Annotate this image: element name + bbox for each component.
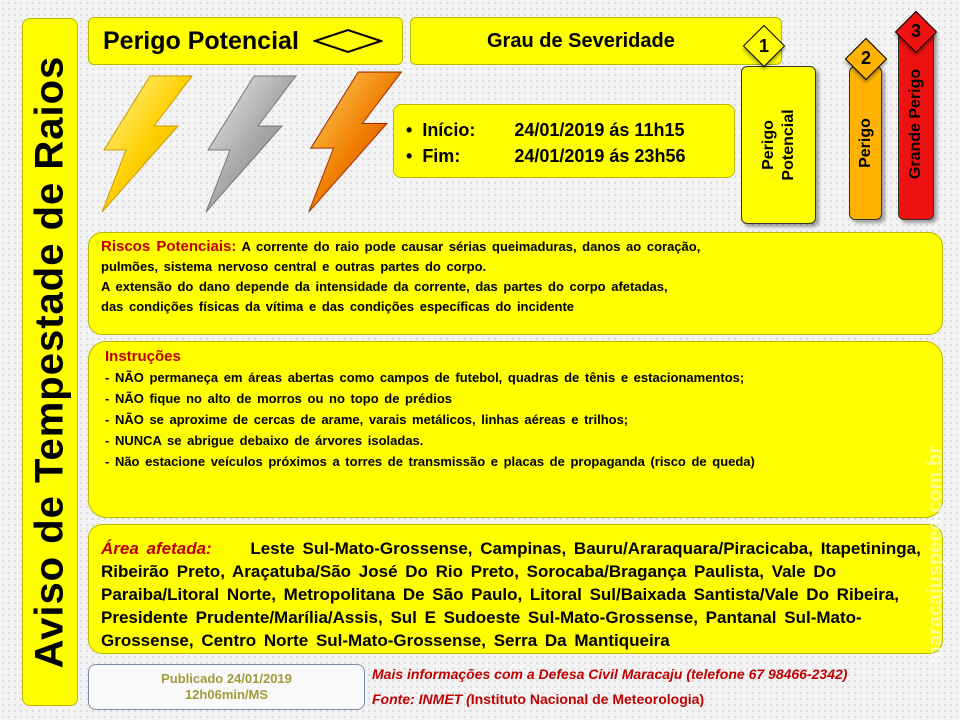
start-value: 24/01/2019 ás 11h15 <box>514 120 685 140</box>
level-1-number: 1 <box>758 36 769 56</box>
start-label: Início: <box>422 120 476 140</box>
published-box <box>88 664 365 710</box>
affected-area-text: Leste Sul-Mato-Grossense, Campinas, Bauru/Araraquara/Piracicaba, Itapetininga, Ribeirão Preto, Araçatuba/São José Do Rio Preto, Sorocaba/Bragança Paulista, Vale Do Paraiba/Litoral Norte, Metropolitana De São Paulo, Litoral Sul/Baixada Santista/Vale Do Ribeira, Presidente Prudente/Marília/Assis, Sul E Sudoeste Sul-Mato-Grossense, Pantanal Sul-Mato-Grossense, Centro Norte Sul-Mato-Grossense, Serra Da Mantiqueira <box>101 539 921 650</box>
end-label: Fim: <box>422 146 461 166</box>
level-1-label-line2: Potencial <box>779 109 797 181</box>
alert-type-label: Perigo Potencial <box>103 26 299 55</box>
side-title: Aviso de Tempestade de Raios <box>27 55 72 669</box>
severity-heading: Grau de Severidade <box>487 29 675 52</box>
risks-box <box>88 232 943 335</box>
instruction-item: - NÃO fique no alto de morros ou no topo de prédios <box>105 391 452 406</box>
end-row: • Fim: 24/01/2019 ás 23h56 <box>406 143 734 169</box>
instructions-box <box>88 341 943 518</box>
risks-line-4: das condições físicas da vítima e das condições específicas do incidente <box>101 299 575 314</box>
risks-line-1: A corrente do raio pode causar sérias queimaduras, danos ao coração, <box>241 239 701 254</box>
severity-heading-box <box>410 17 782 65</box>
published-time: 12h06min/MS <box>184 687 269 702</box>
instructions-heading: Instruções <box>105 348 181 365</box>
severity-level-2-card <box>849 66 882 220</box>
instruction-item: - Não estacione veículos próximos a torres de transmissão e placas de propaganda (risco de queda) <box>105 454 755 469</box>
instruction-item: - NUNCA se abrigue debaixo de árvores isoladas. <box>105 433 424 448</box>
level-3-number: 3 <box>910 21 921 41</box>
severity-level-3-card <box>898 28 934 220</box>
orange-lightning-icon <box>298 70 406 214</box>
risks-line-2: pulmões, sistema nervoso central e outras partes do corpo. <box>101 259 487 274</box>
source-text <box>372 691 704 707</box>
start-row: • Início: 24/01/2019 ás 11h15 <box>406 117 734 143</box>
watermark-text: maracajuspeed.com.br <box>924 446 947 664</box>
watermark <box>906 430 960 680</box>
affected-area-heading: Área afetada: <box>101 539 212 558</box>
risks-heading: Riscos Potenciais: <box>101 238 237 255</box>
level-1-label-line1: Perigo <box>759 120 777 170</box>
more-info-text: Mais informações com a Defesa Civil Maracaju (telefone 67 98466-2342) <box>372 666 848 682</box>
source-label: Fonte: INMET ( <box>372 691 471 707</box>
instruction-item: - NÃO permaneça em áreas abertas como campos de futebol, quadras de tênis e estacionamentos; <box>105 370 745 385</box>
level-2-label: Perigo <box>856 118 874 168</box>
level-2-number: 2 <box>860 48 871 68</box>
risks-line-3: A extensão do dano depende da intensidade da corrente, das partes do corpo afetadas, <box>101 279 668 294</box>
published-date: Publicado 24/01/2019 <box>161 671 292 686</box>
gray-lightning-icon <box>196 74 300 214</box>
yellow-lightning-icon <box>92 74 196 214</box>
end-value: 24/01/2019 ás 23h56 <box>514 146 686 166</box>
source-name: Instituto Nacional de Meteorologia) <box>470 691 705 707</box>
diamond-icon <box>313 28 383 54</box>
affected-area-box <box>88 524 943 654</box>
severity-level-1-card <box>741 66 816 224</box>
instruction-item: - NÃO se aproxime de cercas de arame, varais metálicos, linhas aéreas e trilhos; <box>105 412 629 427</box>
alert-period-box <box>393 104 735 178</box>
side-title-bar <box>22 18 78 706</box>
alert-type-box <box>88 17 403 65</box>
level-3-label: Grande Perigo <box>907 68 924 180</box>
